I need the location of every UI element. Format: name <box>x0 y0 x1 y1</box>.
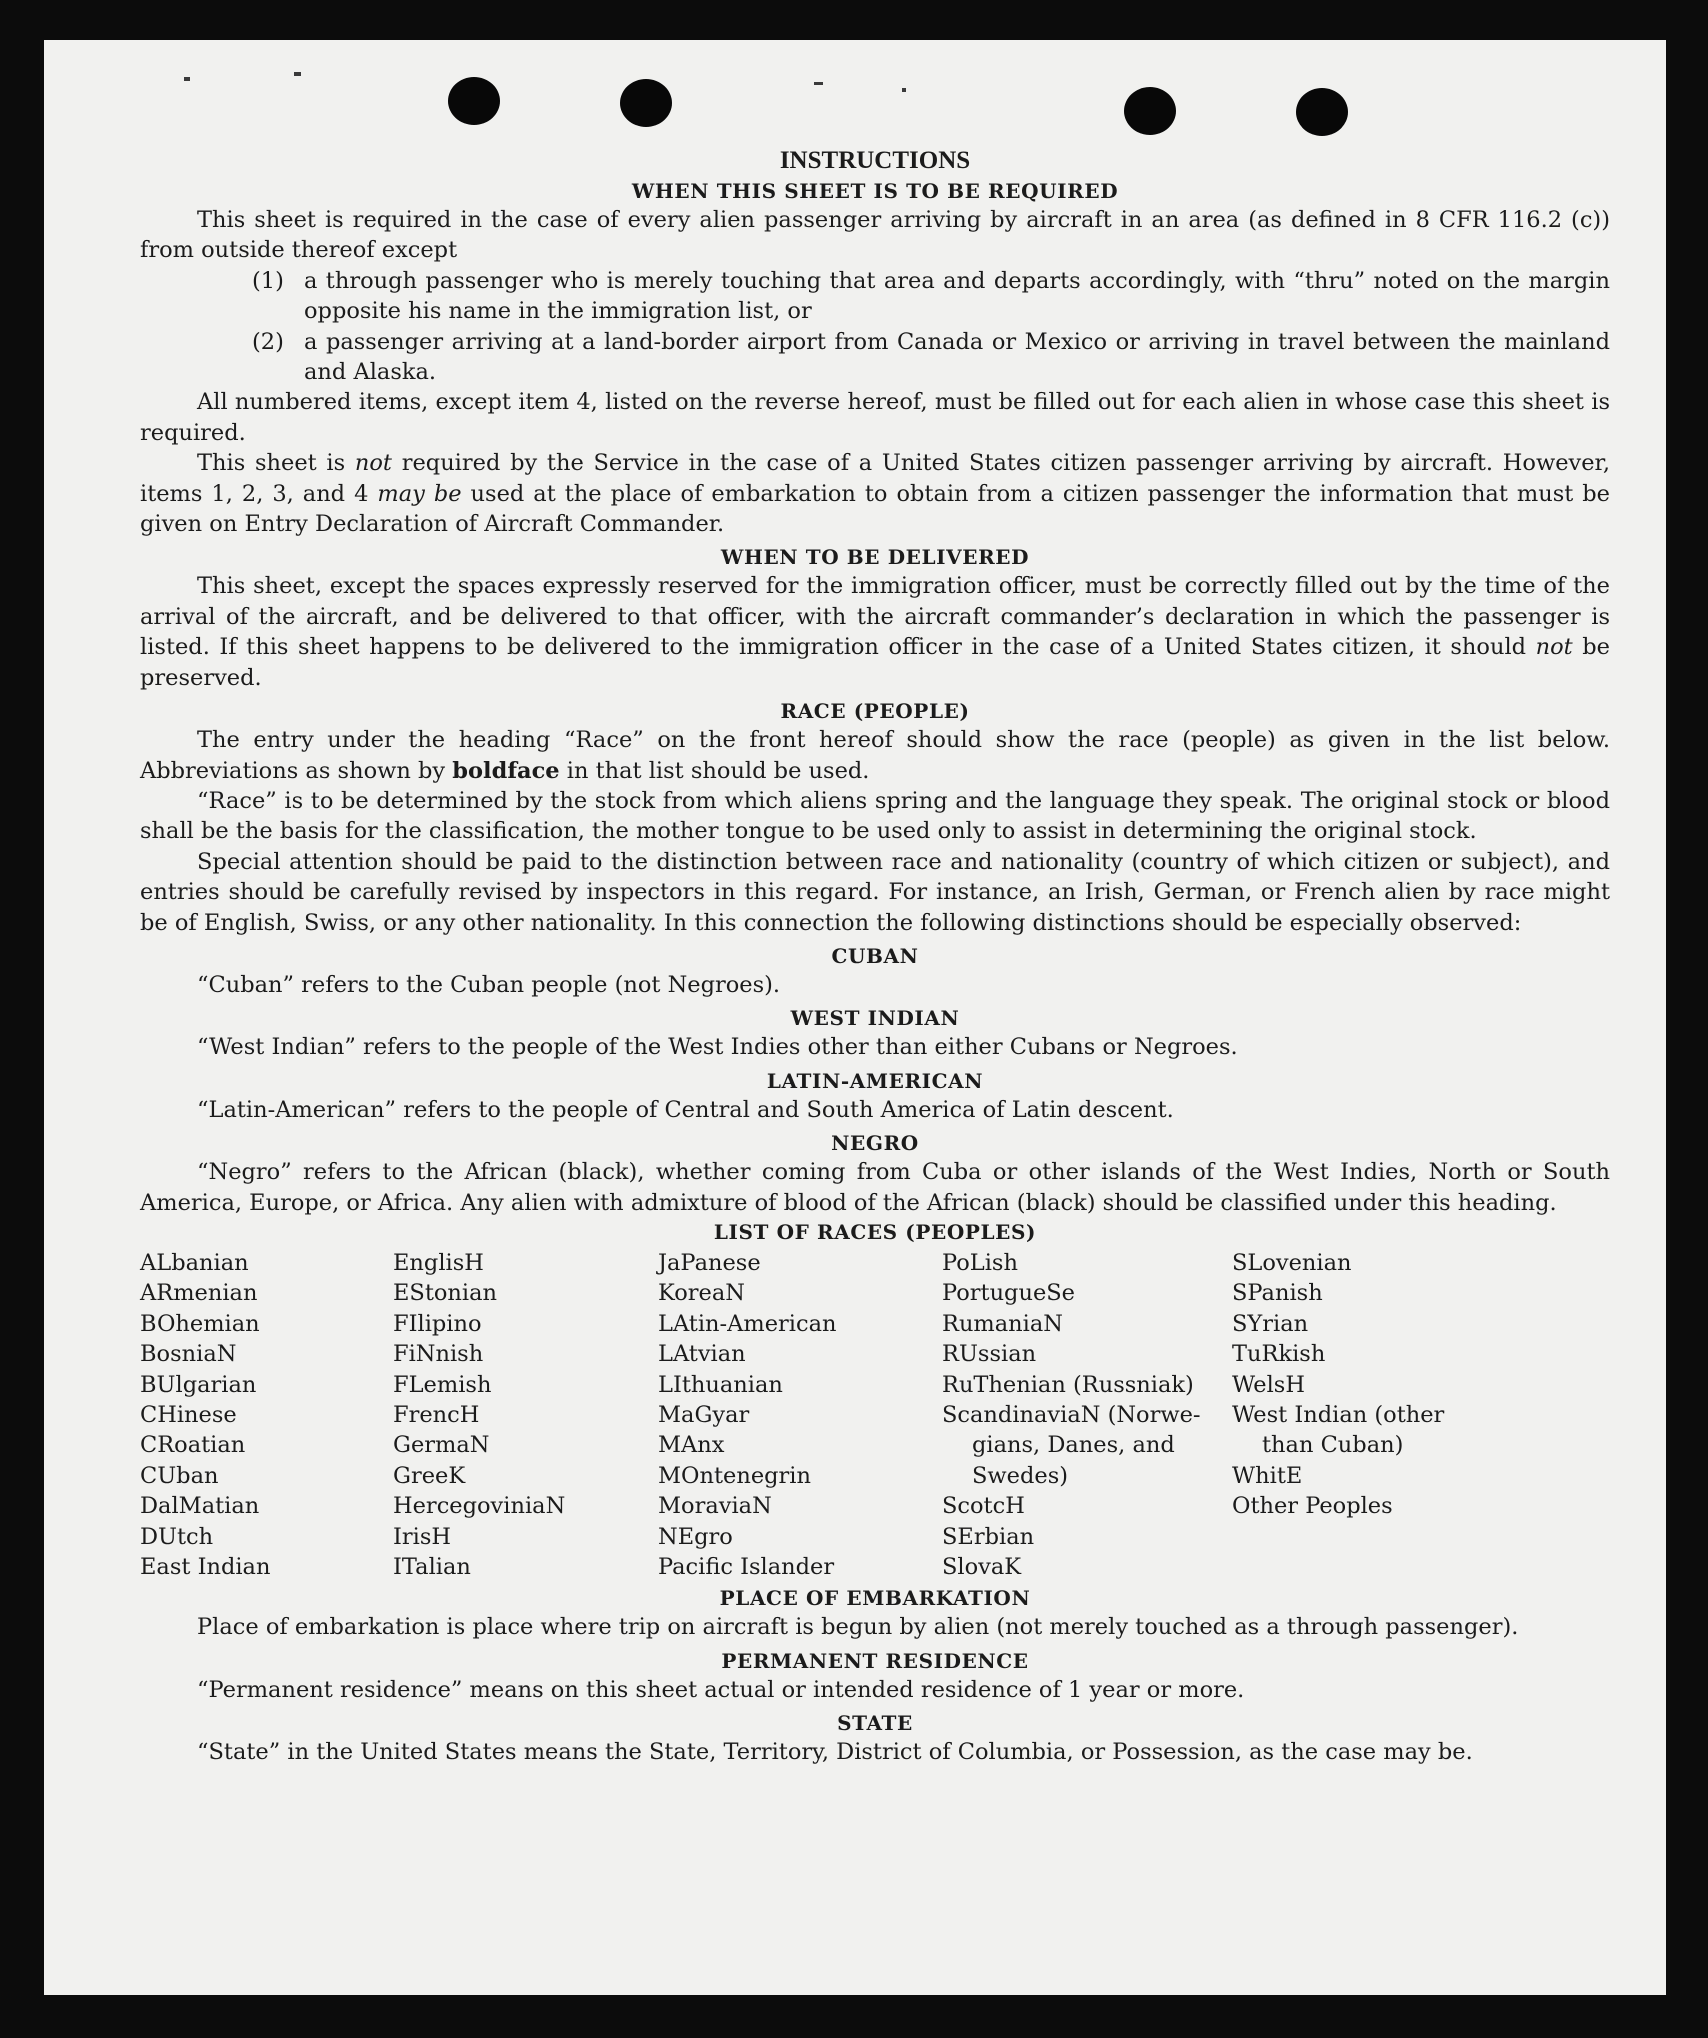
citizen-paragraph: This sheet is not required by the Service in the case of a United States citizen passenger arriving by aircraft. However, items 1, 2, 3, and 4 may be used at the place of embarkation to obtain from a citizen passenger the information that must be given on Entry Declaration of Aircraft Commander. <box>140 450 1610 538</box>
races-list <box>140 1248 1610 1582</box>
heading-west-indian: WEST INDIAN <box>790 1006 960 1031</box>
races-column <box>658 1248 942 1582</box>
race-entry-continuation: than Cuban) <box>1262 1432 1404 1459</box>
race-entry: KoreaN <box>658 1280 745 1307</box>
speck <box>294 72 301 76</box>
race-paragraph-1: The entry under the heading “Race” on the front hereof should show the race (people) as given in the list below. Abbreviations as shown by boldface in that list should be used. <box>140 727 1610 784</box>
race-entry: Other Peoples <box>1232 1493 1393 1520</box>
punch-hole <box>620 79 672 127</box>
race-entry: RuThenian (Russniak) <box>942 1371 1194 1398</box>
race-entry: Pacific Islander <box>658 1554 835 1581</box>
item-text: a passenger arriving at a land-border airport from Canada or Mexico or arriving in travel between the mainland and Alaska. <box>304 328 1610 386</box>
when-delivered-paragraph: This sheet, except the spaces expressly reserved for the immigration officer, must be correctly filled out by the time of the arrival of the aircraft, and be delivered to that officer, with the aircraft commander’s declaration in which the passenger is listed. If this sheet happens to be delivered to the immigration officer in the case of a United States citizen, it should not be preserved. <box>140 573 1610 691</box>
race-entry: WelsH <box>1232 1371 1305 1398</box>
item-number: (2) <box>252 328 284 355</box>
race-entry: ScandinaviaN (Norwe- <box>942 1402 1201 1428</box>
race-entry: LAtvian <box>658 1341 746 1368</box>
race-entry: EStonian <box>393 1280 498 1307</box>
race-entry: MOntenegrin <box>658 1462 811 1489</box>
race-entry: ITalian <box>393 1554 471 1581</box>
races-column <box>140 1248 393 1582</box>
race-entry: NEgro <box>658 1523 733 1550</box>
race-entry: GermaN <box>393 1432 490 1459</box>
race-entry: LAtin-American <box>658 1310 837 1337</box>
race-entry: FIlipino <box>393 1310 482 1337</box>
speck <box>184 77 190 81</box>
race-entry: BOhemian <box>140 1310 260 1337</box>
race-entry: SlovaK <box>942 1554 1022 1581</box>
race-entry: MaGyar <box>658 1402 750 1428</box>
race-entry-continuation: gians, Danes, and <box>972 1432 1175 1459</box>
heading-negro: NEGRO <box>831 1131 919 1156</box>
race-entry: East Indian <box>140 1554 271 1581</box>
race-entry: CHinese <box>140 1402 237 1428</box>
heading-embarkation: PLACE OF EMBARKATION <box>719 1586 1031 1611</box>
race-entry: IrisH <box>393 1523 452 1550</box>
race-entry: PoLish <box>942 1249 1018 1276</box>
latin-american-definition: “Latin-American” refers to the people of Central and South America of Latin descent. <box>197 1096 1174 1123</box>
race-entry: MAnx <box>658 1432 725 1459</box>
race-entry: FLemish <box>393 1371 492 1398</box>
races-column <box>1232 1248 1492 1582</box>
race-entry: EnglisH <box>393 1249 484 1276</box>
race-entry: ALbanian <box>140 1249 249 1276</box>
item-text: a through passenger who is merely touching that area and departs accordingly, with “thru” noted on the margin opposite his name in the immigration list, or <box>304 267 1610 325</box>
race-entry: LIthuanian <box>658 1371 783 1398</box>
heading-state: STATE <box>837 1711 913 1736</box>
numbered-items-paragraph: All numbered items, except item 4, listed on the reverse hereof, must be filled out for each alien in whose case this sheet is required. <box>140 389 1610 446</box>
race-entry: FrencH <box>393 1402 480 1428</box>
punch-hole <box>1124 87 1176 135</box>
race-entry: TuRkish <box>1232 1341 1326 1368</box>
embarkation-definition: Place of embarkation is place where trip on aircraft is begun by alien (not merely touched as a through passenger). <box>197 1614 1519 1641</box>
race-entry-continuation: Swedes) <box>972 1462 1069 1489</box>
heading-when-required: WHEN THIS SHEET IS TO BE REQUIRED <box>631 179 1119 203</box>
race-entry: SPanish <box>1232 1280 1323 1307</box>
race-entry: JaPanese <box>658 1249 761 1276</box>
race-entry: MoraviaN <box>658 1493 772 1520</box>
exception-item <box>140 327 1610 388</box>
race-entry: BosniaN <box>140 1341 237 1368</box>
race-paragraph-3: Special attention should be paid to the distinction between race and nationality (country of which citizen or subject), and entries should be carefully revised by inspectors in this regard. For instance, an Irish, German, or French alien by race might be of English, Swiss, or any other nationality. In this connection the following distinctions should be especially observed: <box>140 848 1610 936</box>
west-indian-definition: “West Indian” refers to the people of the West Indies other than either Cubans or Negroes. <box>197 1034 1238 1061</box>
race-entry: FiNnish <box>393 1341 484 1368</box>
race-entry: CRoatian <box>140 1432 246 1459</box>
race-entry: PortugueSe <box>942 1280 1076 1307</box>
race-entry: WhitE <box>1232 1462 1303 1489</box>
speck <box>814 82 823 85</box>
punch-hole <box>1296 88 1348 136</box>
document-page <box>44 40 1666 1995</box>
heading-cuban: CUBAN <box>831 943 919 968</box>
exception-item <box>140 266 1610 327</box>
race-entry: ScotcH <box>942 1493 1025 1520</box>
permanent-residence-definition: “Permanent residence” means on this sheet actual or intended residence of 1 year or more. <box>197 1676 1245 1703</box>
race-entry: DalMatian <box>140 1493 260 1520</box>
instructions-body <box>140 145 1610 1768</box>
race-paragraph-2: “Race” is to be determined by the stock from which aliens spring and the language they speak. The original stock or blood shall be the basis for the classification, the mother tongue to be used only to assist in determining the original stock. <box>140 787 1610 845</box>
race-entry: RUssian <box>942 1341 1037 1368</box>
heading-race: RACE (PEOPLE) <box>780 699 970 724</box>
cuban-definition: “Cuban” refers to the Cuban people (not Negroes). <box>197 971 781 998</box>
race-entry: HercegoviniaN <box>393 1493 566 1520</box>
heading-latin-american: LATIN-AMERICAN <box>766 1068 984 1093</box>
race-entry: BUlgarian <box>140 1371 257 1398</box>
race-entry: SYrian <box>1232 1310 1309 1337</box>
race-entry: CUban <box>140 1462 219 1489</box>
races-column <box>393 1248 658 1582</box>
race-entry: SErbian <box>942 1523 1035 1550</box>
race-entry: SLovenian <box>1232 1249 1352 1276</box>
when-required-intro: This sheet is required in the case of every alien passenger arriving by aircraft in an area (as defined in 8 CFR 116.2 (c)) from outside thereof except <box>140 207 1610 264</box>
heading-permanent-residence: PERMANENT RESIDENCE <box>721 1648 1029 1673</box>
heading-when-delivered: WHEN TO BE DELIVERED <box>720 545 1030 570</box>
page-title: INSTRUCTIONS <box>779 147 971 174</box>
race-entry: RumaniaN <box>942 1310 1063 1337</box>
race-entry: ARmenian <box>140 1280 258 1307</box>
race-entry: DUtch <box>140 1523 214 1550</box>
punch-hole <box>448 77 500 125</box>
state-definition: “State” in the United States means the State, Territory, District of Columbia, or Possession, as the case may be. <box>197 1739 1473 1766</box>
races-column <box>942 1248 1232 1582</box>
race-entry: GreeK <box>393 1462 466 1489</box>
race-entry: West Indian (other <box>1232 1402 1445 1428</box>
negro-definition: “Negro” refers to the African (black), whether coming from Cuba or other islands of the West Indies, North or South America, Europe, or Africa. Any alien with admixture of blood of the African (black) should be classified under this heading. <box>140 1159 1610 1216</box>
speck <box>902 88 906 92</box>
item-number: (1) <box>252 267 284 294</box>
heading-list-of-races: LIST OF RACES (PEOPLES) <box>713 1219 1037 1244</box>
